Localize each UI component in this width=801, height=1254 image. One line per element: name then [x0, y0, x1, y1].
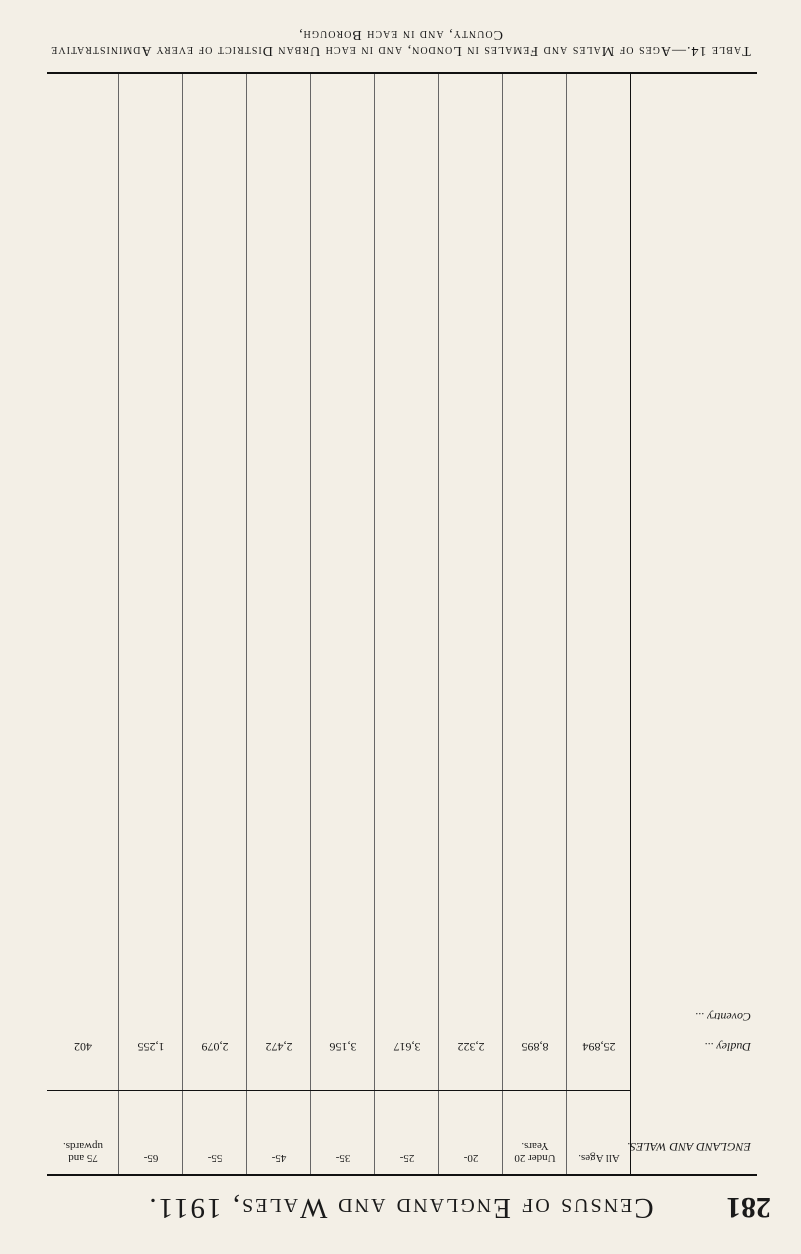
column-65 — [118, 74, 183, 1174]
column-all-ages — [566, 74, 631, 1174]
cell: 2,322 — [457, 1040, 485, 1054]
table-caption: Table 14.—Ages of Males and Females in London, and in each Urban District of every Administrative County, and in each Borough, — [50, 27, 751, 58]
column-header: 35- — [311, 1090, 375, 1174]
cell: 8,895 — [521, 1040, 549, 1054]
column-header: 55- — [183, 1090, 247, 1174]
cell: 2,472 — [265, 1040, 293, 1054]
column-header: 65- — [119, 1090, 183, 1174]
column-55 — [182, 74, 247, 1174]
column-header: 25- — [375, 1090, 439, 1174]
page-header — [30, 1188, 771, 1228]
row-label: Dudley ... — [704, 1040, 751, 1054]
cell: 2,079 — [201, 1040, 229, 1054]
column-20 — [438, 74, 503, 1174]
column-under-20 — [502, 74, 567, 1174]
column-35 — [310, 74, 375, 1174]
row-labels — [627, 74, 757, 1174]
running-title: Census of England and Wales, 1911. — [147, 1192, 654, 1224]
column-header: 20- — [439, 1090, 503, 1174]
section-title: ENGLAND AND WALES. — [627, 1140, 751, 1154]
cell: 25,894 — [582, 1040, 616, 1054]
cell: 402 — [74, 1040, 92, 1054]
census-table — [47, 72, 757, 1176]
column-45 — [246, 74, 311, 1174]
page-number: 281 — [726, 1191, 771, 1224]
column-header: 45- — [247, 1090, 311, 1174]
column-header: 75 and upwards. — [47, 1090, 119, 1174]
row-label: Coventry ... — [695, 1010, 751, 1024]
column-75-plus — [47, 74, 119, 1174]
cell: 3,156 — [329, 1040, 357, 1054]
column-header: All Ages. — [567, 1090, 631, 1174]
column-25 — [374, 74, 439, 1174]
column-header: Under 20 Years. — [503, 1090, 567, 1174]
cell: 1,255 — [137, 1040, 165, 1054]
cell: 3,617 — [393, 1040, 421, 1054]
